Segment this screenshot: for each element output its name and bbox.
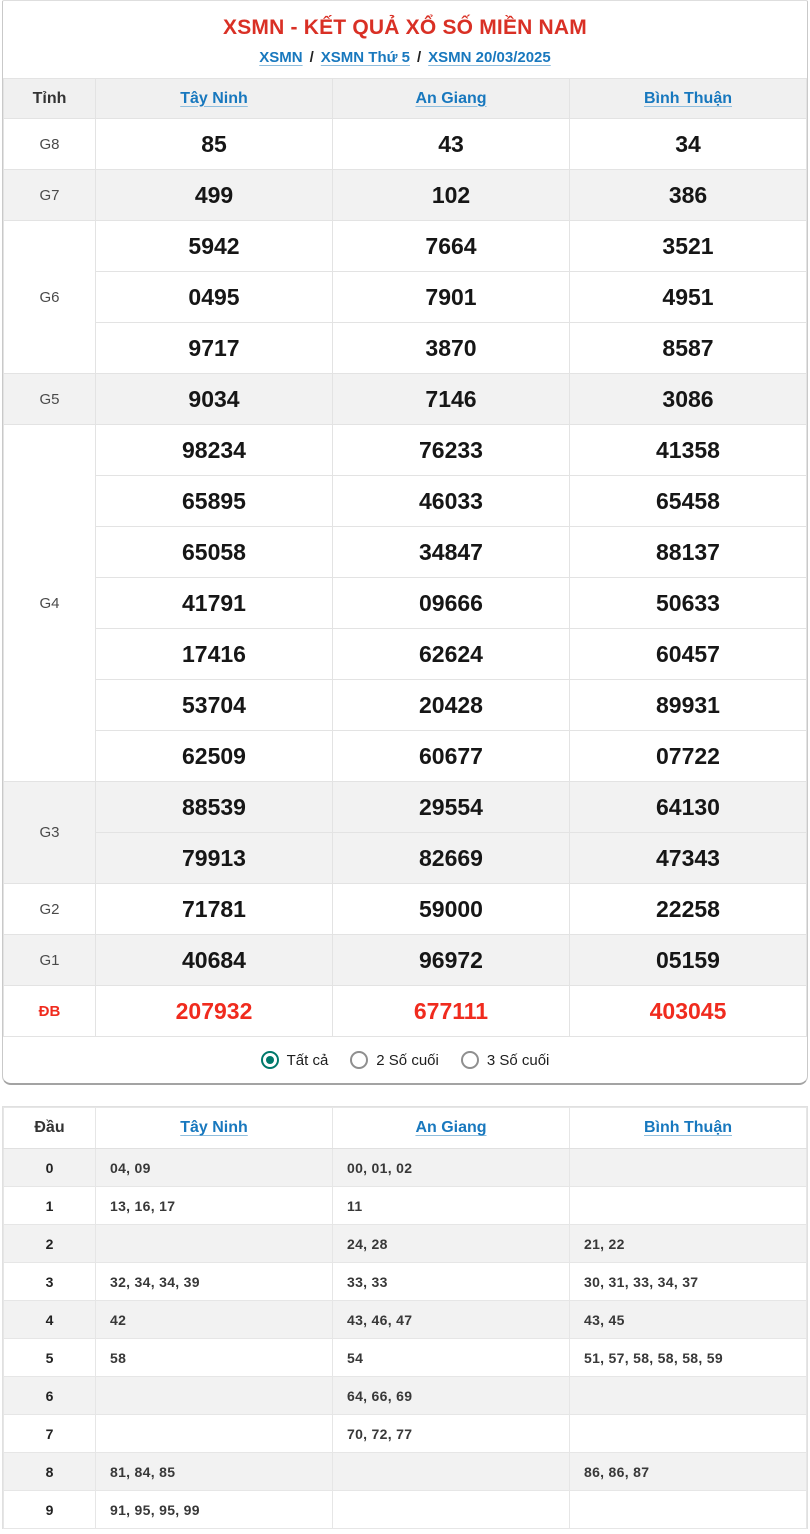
prize-label-G4: G4: [4, 425, 96, 782]
prize-row-G4-5: [4, 680, 807, 731]
result-value-G3-col1-0: 29554: [333, 782, 570, 833]
result-value-G6-col0-2: 9717: [96, 323, 333, 374]
dau-values-8-col2: 86, 86, 87: [570, 1453, 807, 1491]
dau-values-3-col2: 30, 31, 33, 34, 37: [570, 1263, 807, 1301]
result-value-ĐB-col0: 207932: [96, 986, 333, 1037]
prize-row-G4-3: [4, 578, 807, 629]
result-value-G4-col1-3: 09666: [333, 578, 570, 629]
prize-row-G5: [4, 374, 807, 425]
result-value-G7-col2: 386: [570, 170, 807, 221]
result-value-G1-col1: 96972: [333, 935, 570, 986]
result-value-G4-col2-0: 41358: [570, 425, 807, 476]
result-value-G6-col0-0: 5942: [96, 221, 333, 272]
dau-values-8-col0: 81, 84, 85: [96, 1453, 333, 1491]
result-value-G4-col2-2: 88137: [570, 527, 807, 578]
prize-row-G3-0: [4, 782, 807, 833]
result-value-G4-col2-4: 60457: [570, 629, 807, 680]
results-table-body: [4, 119, 807, 1037]
breadcrumb-link-1[interactable]: XSMN Thứ 5: [320, 49, 410, 66]
dau-values-6-col0: [96, 1377, 333, 1415]
dau-column-header-2: [570, 1108, 807, 1149]
dau-values-3-col1: 33, 33: [333, 1263, 570, 1301]
result-value-G6-col1-2: 3870: [333, 323, 570, 374]
dau-values-5-col1: 54: [333, 1339, 570, 1377]
breadcrumb-link-2[interactable]: XSMN 20/03/2025: [428, 49, 551, 66]
prize-row-G1: [4, 935, 807, 986]
dau-digit-6: 6: [4, 1377, 96, 1415]
dau-province-link-2[interactable]: Bình Thuận: [644, 1119, 732, 1136]
result-value-ĐB-col2: 403045: [570, 986, 807, 1037]
results-table-head: [4, 79, 807, 119]
result-value-G7-col1: 102: [333, 170, 570, 221]
dau-values-9-col2: [570, 1491, 807, 1529]
breadcrumb-separator: /: [309, 49, 314, 66]
dau-header-row: [4, 1108, 807, 1149]
filter-option-0[interactable]: [261, 1051, 329, 1069]
result-value-G4-col1-4: 62624: [333, 629, 570, 680]
prize-row-G6-2: [4, 323, 807, 374]
prize-row-G4-2: [4, 527, 807, 578]
dau-values-3-col0: 32, 34, 34, 39: [96, 1263, 333, 1301]
dau-digit-2: 2: [4, 1225, 96, 1263]
filter-option-label-1: 2 Số cuối: [376, 1051, 439, 1069]
result-value-G5-col0: 9034: [96, 374, 333, 425]
prize-row-G3-1: [4, 833, 807, 884]
prize-row-G4-6: [4, 731, 807, 782]
dau-digit-8: 8: [4, 1453, 96, 1491]
prize-label-G2: G2: [4, 884, 96, 935]
prize-row-G4-1: [4, 476, 807, 527]
dau-values-6-col2: [570, 1377, 807, 1415]
results-column-header-1: [333, 79, 570, 119]
dau-values-4-col1: 43, 46, 47: [333, 1301, 570, 1339]
province-link-2[interactable]: Bình Thuận: [644, 89, 732, 107]
result-value-G6-col2-1: 4951: [570, 272, 807, 323]
dau-values-0-col0: 04, 09: [96, 1149, 333, 1187]
prize-row-G4-4: [4, 629, 807, 680]
dau-province-link-0[interactable]: Tây Ninh: [180, 1119, 248, 1136]
dau-values-7-col0: [96, 1415, 333, 1453]
dau-row-9: [4, 1491, 807, 1529]
result-value-G7-col0: 499: [96, 170, 333, 221]
province-link-1[interactable]: An Giang: [415, 89, 487, 107]
dau-row-2: [4, 1225, 807, 1263]
results-column-header-0: [96, 79, 333, 119]
dau-row-8: [4, 1453, 807, 1491]
result-value-G3-col0-0: 88539: [96, 782, 333, 833]
result-value-G4-col2-5: 89931: [570, 680, 807, 731]
prize-label-G7: G7: [4, 170, 96, 221]
dau-row-3: [4, 1263, 807, 1301]
result-value-G8-col1: 43: [333, 119, 570, 170]
result-value-G6-col2-0: 3521: [570, 221, 807, 272]
dau-row-5: [4, 1339, 807, 1377]
dau-table-container: [2, 1106, 808, 1529]
dau-table-head: [4, 1108, 807, 1149]
dau-digit-3: 3: [4, 1263, 96, 1301]
breadcrumb: [3, 47, 807, 78]
dau-row-1: [4, 1187, 807, 1225]
result-value-G4-col0-2: 65058: [96, 527, 333, 578]
result-value-G1-col0: 40684: [96, 935, 333, 986]
prize-row-G7: [4, 170, 807, 221]
result-value-G5-col2: 3086: [570, 374, 807, 425]
prize-row-G6-0: [4, 221, 807, 272]
dau-province-link-1[interactable]: An Giang: [415, 1119, 487, 1136]
dau-values-9-col1: [333, 1491, 570, 1529]
filter-option-1[interactable]: [350, 1051, 439, 1069]
result-value-G6-col0-1: 0495: [96, 272, 333, 323]
dau-values-0-col1: 00, 01, 02: [333, 1149, 570, 1187]
dau-values-1-col0: 13, 16, 17: [96, 1187, 333, 1225]
filter-option-2[interactable]: [461, 1051, 550, 1069]
radio-unselected-icon[interactable]: [350, 1051, 368, 1069]
result-value-G4-col0-0: 98234: [96, 425, 333, 476]
result-value-ĐB-col1: 677111: [333, 986, 570, 1037]
prize-label-G8: G8: [4, 119, 96, 170]
prize-row-G6-1: [4, 272, 807, 323]
prize-label-G1: G1: [4, 935, 96, 986]
result-value-G2-col2: 22258: [570, 884, 807, 935]
radio-unselected-icon[interactable]: [461, 1051, 479, 1069]
prize-label-G6: G6: [4, 221, 96, 374]
result-value-G4-col1-0: 76233: [333, 425, 570, 476]
prize-label-G3: G3: [4, 782, 96, 884]
dau-values-7-col2: [570, 1415, 807, 1453]
prize-row-ĐB: [4, 986, 807, 1037]
dau-row-6: [4, 1377, 807, 1415]
dau-row-4: [4, 1301, 807, 1339]
breadcrumb-separator: /: [416, 49, 422, 66]
result-value-G5-col1: 7146: [333, 374, 570, 425]
result-value-G4-col0-4: 17416: [96, 629, 333, 680]
results-corner-header: Tỉnh: [4, 79, 96, 119]
lottery-results-card: [2, 0, 808, 1085]
result-value-G2-col1: 59000: [333, 884, 570, 935]
dau-values-9-col0: 91, 95, 95, 99: [96, 1491, 333, 1529]
result-value-G3-col1-1: 82669: [333, 833, 570, 884]
filter-option-label-0: Tất cả: [286, 1051, 329, 1069]
dau-digit-4: 4: [4, 1301, 96, 1339]
prize-row-G2: [4, 884, 807, 935]
dau-values-7-col1: 70, 72, 77: [333, 1415, 570, 1453]
results-table: [3, 78, 807, 1037]
result-value-G8-col2: 34: [570, 119, 807, 170]
dau-values-5-col0: 58: [96, 1339, 333, 1377]
dau-row-0: [4, 1149, 807, 1187]
result-value-G4-col1-5: 20428: [333, 680, 570, 731]
radio-selected-icon[interactable]: [261, 1051, 279, 1069]
dau-table-body: [4, 1149, 807, 1529]
dau-column-header-1: [333, 1108, 570, 1149]
filter-option-label-2: 3 Số cuối: [486, 1051, 550, 1069]
dau-digit-5: 5: [4, 1339, 96, 1377]
result-value-G4-col0-1: 65895: [96, 476, 333, 527]
dau-values-1-col2: [570, 1187, 807, 1225]
result-value-G2-col0: 71781: [96, 884, 333, 935]
dau-column-header-0: [96, 1108, 333, 1149]
dau-values-6-col1: 64, 66, 69: [333, 1377, 570, 1415]
dau-corner-header: Đầu: [4, 1108, 96, 1149]
prize-row-G8: [4, 119, 807, 170]
dau-table: [3, 1107, 807, 1529]
result-value-G4-col0-5: 53704: [96, 680, 333, 731]
result-value-G4-col1-6: 60677: [333, 731, 570, 782]
result-value-G3-col2-1: 47343: [570, 833, 807, 884]
section-gap: [0, 1085, 810, 1106]
dau-digit-0: 0: [4, 1149, 96, 1187]
result-value-G4-col0-6: 62509: [96, 731, 333, 782]
dau-values-5-col2: 51, 57, 58, 58, 58, 59: [570, 1339, 807, 1377]
result-value-G8-col0: 85: [96, 119, 333, 170]
dau-row-7: [4, 1415, 807, 1453]
dau-digit-9: 9: [4, 1491, 96, 1529]
dau-values-2-col2: 21, 22: [570, 1225, 807, 1263]
prize-label-G5: G5: [4, 374, 96, 425]
result-value-G6-col1-0: 7664: [333, 221, 570, 272]
result-value-G4-col1-1: 46033: [333, 476, 570, 527]
result-value-G3-col0-1: 79913: [96, 833, 333, 884]
result-value-G3-col2-0: 64130: [570, 782, 807, 833]
result-value-G4-col1-2: 34847: [333, 527, 570, 578]
result-value-G6-col2-2: 8587: [570, 323, 807, 374]
result-value-G4-col2-1: 65458: [570, 476, 807, 527]
dau-values-0-col2: [570, 1149, 807, 1187]
dau-values-2-col0: [96, 1225, 333, 1263]
dau-values-8-col1: [333, 1453, 570, 1491]
result-value-G4-col0-3: 41791: [96, 578, 333, 629]
breadcrumb-link-0[interactable]: XSMN: [259, 49, 303, 66]
results-header-row: [4, 79, 807, 119]
dau-digit-1: 1: [4, 1187, 96, 1225]
dau-values-4-col2: 43, 45: [570, 1301, 807, 1339]
page-title: XSMN - KẾT QUẢ XỔ SỐ MIỀN NAM: [223, 16, 587, 39]
prize-row-G4-0: [4, 425, 807, 476]
dau-digit-7: 7: [4, 1415, 96, 1453]
result-value-G4-col2-3: 50633: [570, 578, 807, 629]
dau-values-2-col1: 24, 28: [333, 1225, 570, 1263]
filter-options: [3, 1037, 807, 1083]
dau-values-4-col0: 42: [96, 1301, 333, 1339]
result-value-G6-col1-1: 7901: [333, 272, 570, 323]
results-column-header-2: [570, 79, 807, 119]
dau-values-1-col1: 11: [333, 1187, 570, 1225]
result-value-G4-col2-6: 07722: [570, 731, 807, 782]
prize-label-ĐB: ĐB: [4, 986, 96, 1037]
province-link-0[interactable]: Tây Ninh: [180, 89, 248, 107]
result-value-G1-col2: 05159: [570, 935, 807, 986]
